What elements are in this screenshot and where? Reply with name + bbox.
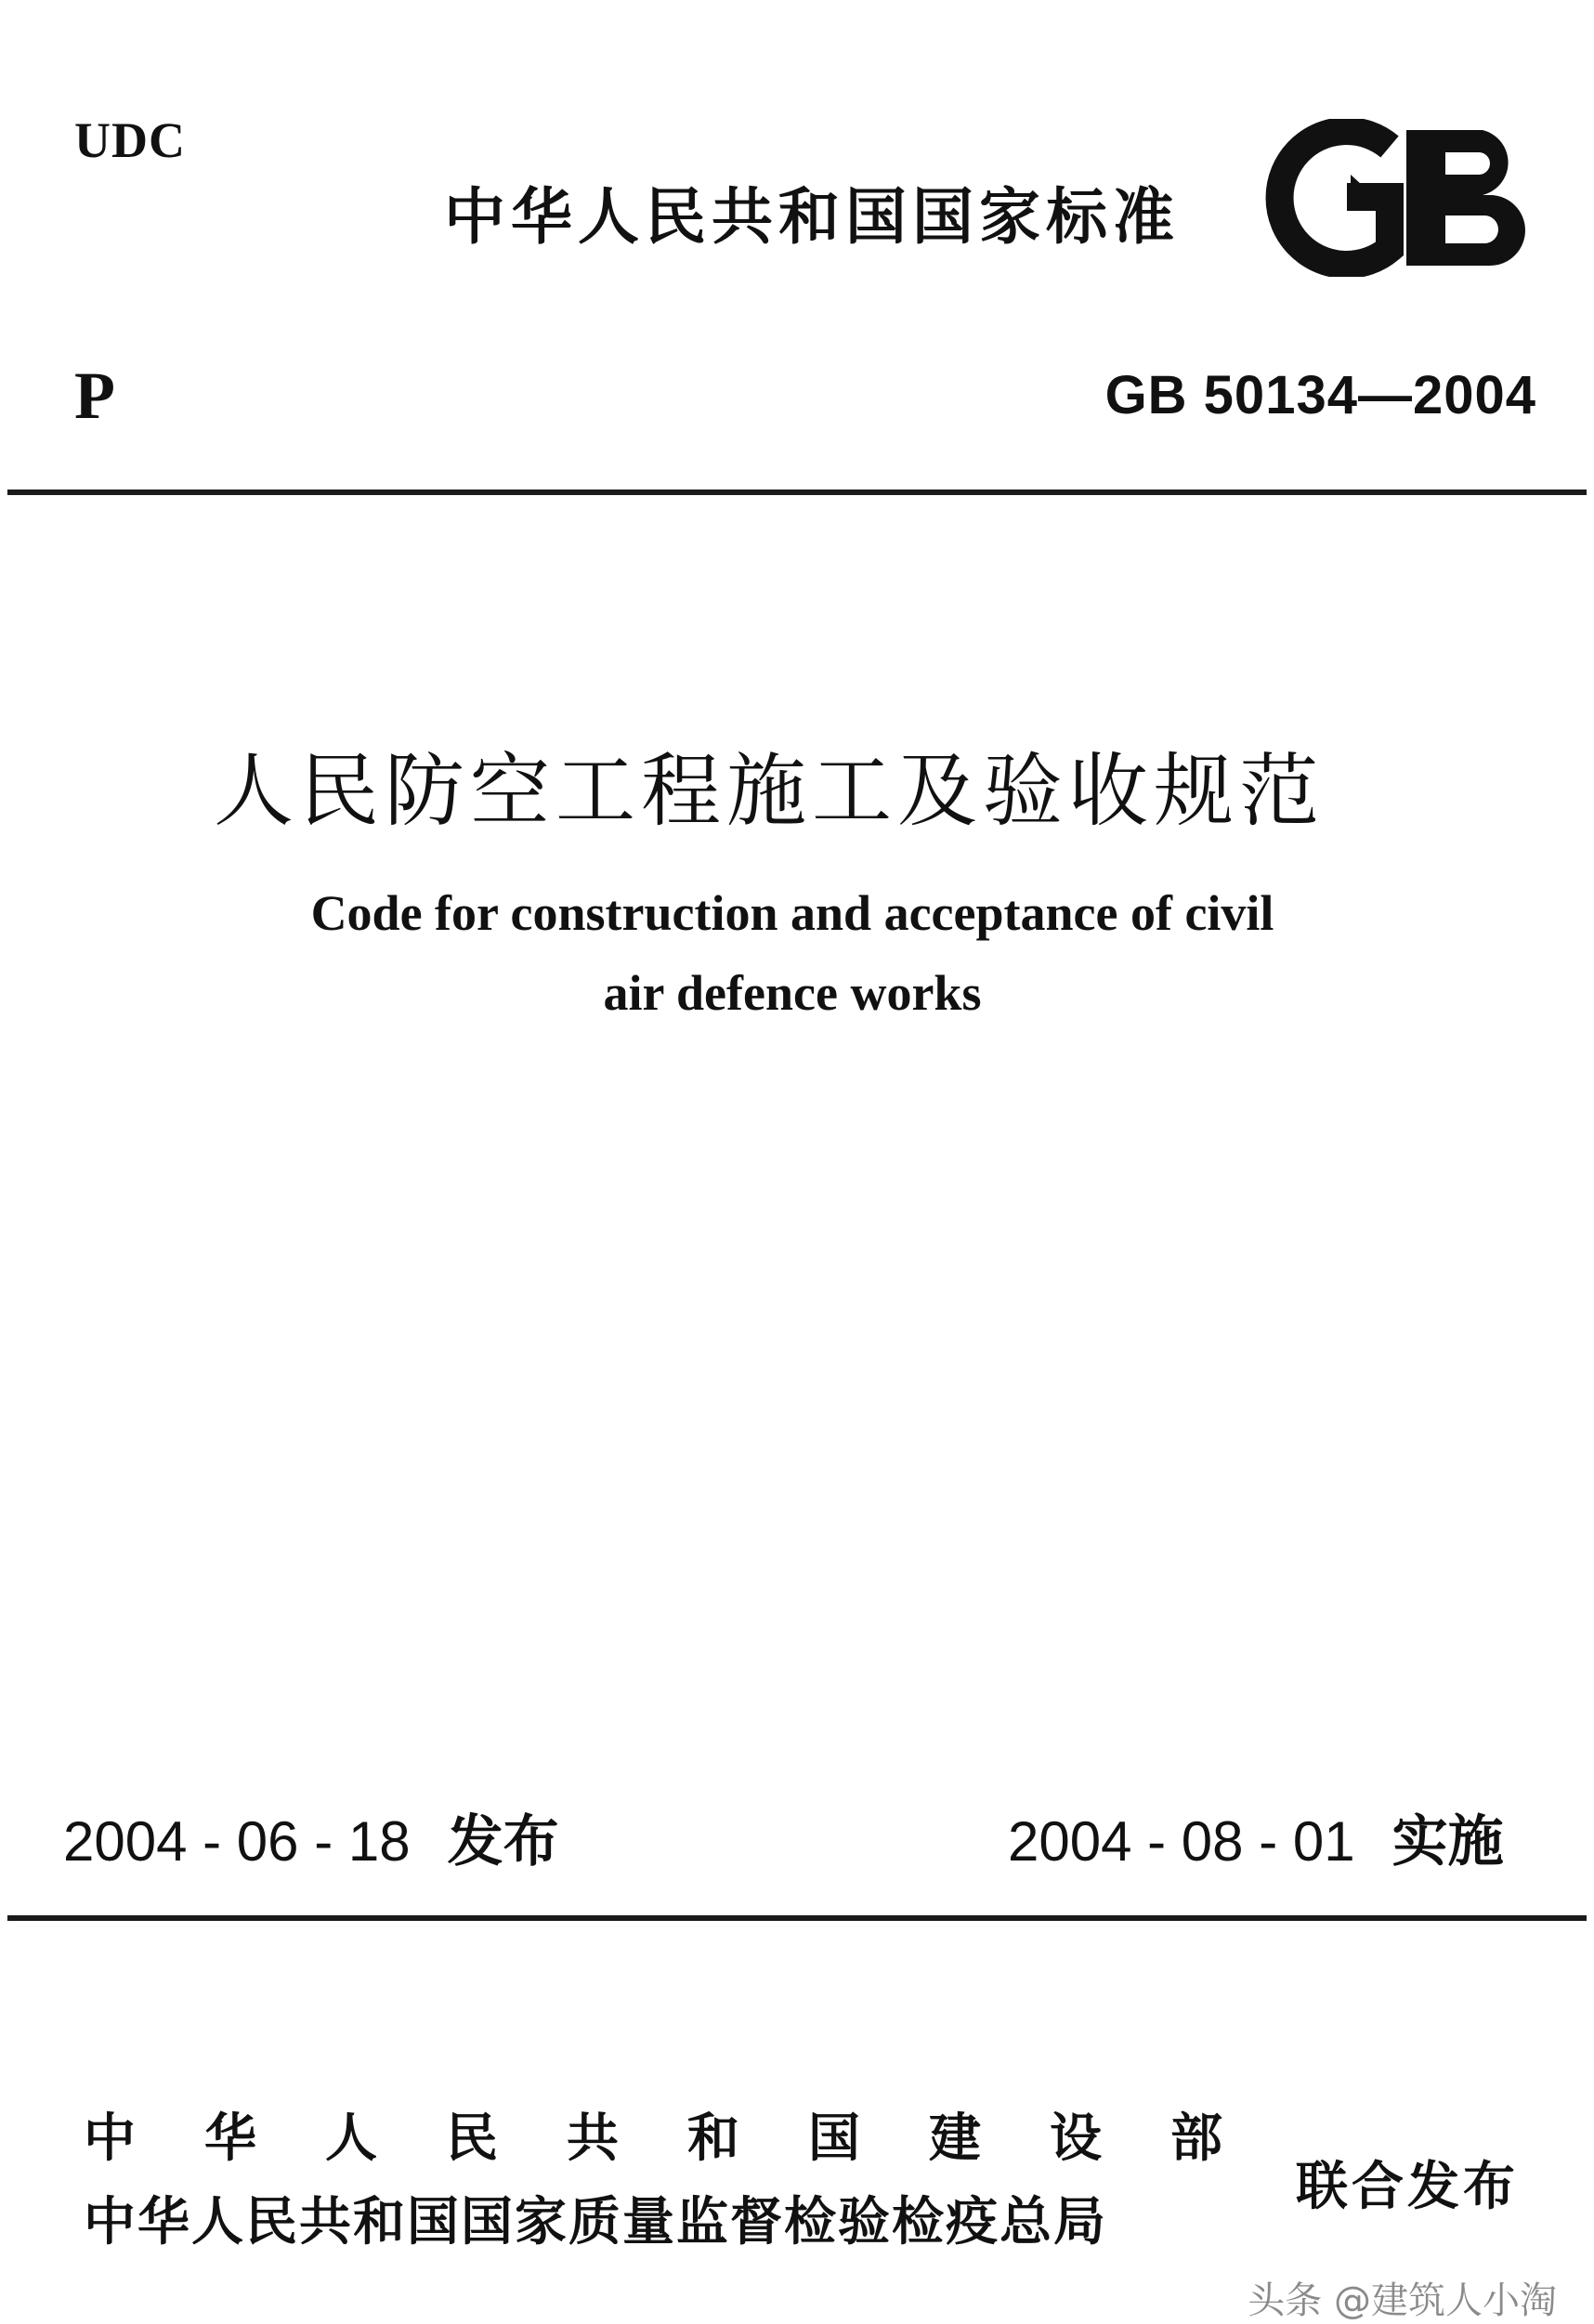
title-chinese: 人民防空工程施工及验收规范 bbox=[214, 745, 1325, 838]
standard-category: P bbox=[74, 359, 115, 433]
joint-issue-label: 联合发布 bbox=[1296, 2157, 1519, 2217]
national-standard-heading: 中华人民共和国国家标准 bbox=[444, 181, 1180, 253]
gb-logo-icon bbox=[1250, 119, 1538, 277]
standard-number: GB 50134—2004 bbox=[1104, 365, 1536, 425]
gb-logo bbox=[1250, 119, 1538, 277]
issue-date-block bbox=[63, 1797, 559, 1877]
title-english-line-1: Code for construction and acceptance of civil bbox=[310, 885, 1274, 941]
udc-label: UDC bbox=[74, 112, 186, 168]
issue-date: 2004 - 06 - 18 bbox=[63, 1810, 411, 1873]
effective-label: 实施 bbox=[1391, 1809, 1504, 1874]
issuer-ministry-of-construction: 中华人民共和国建设部 bbox=[84, 2109, 1291, 2169]
bottom-divider bbox=[7, 1915, 1587, 1921]
effective-date-block bbox=[1008, 1797, 1504, 1877]
title-english bbox=[0, 873, 1594, 1033]
watermark: 头条 @建筑人小淘 bbox=[1248, 2279, 1557, 2322]
effective-date: 2004 - 08 - 01 bbox=[1008, 1810, 1355, 1873]
issue-label: 发布 bbox=[447, 1809, 559, 1874]
title-english-line-2: air defence works bbox=[603, 965, 982, 1021]
top-divider bbox=[7, 490, 1587, 495]
issuer-aqsiq: 中华人民共和国国家质量监督检验检疫总局 bbox=[84, 2192, 1107, 2252]
